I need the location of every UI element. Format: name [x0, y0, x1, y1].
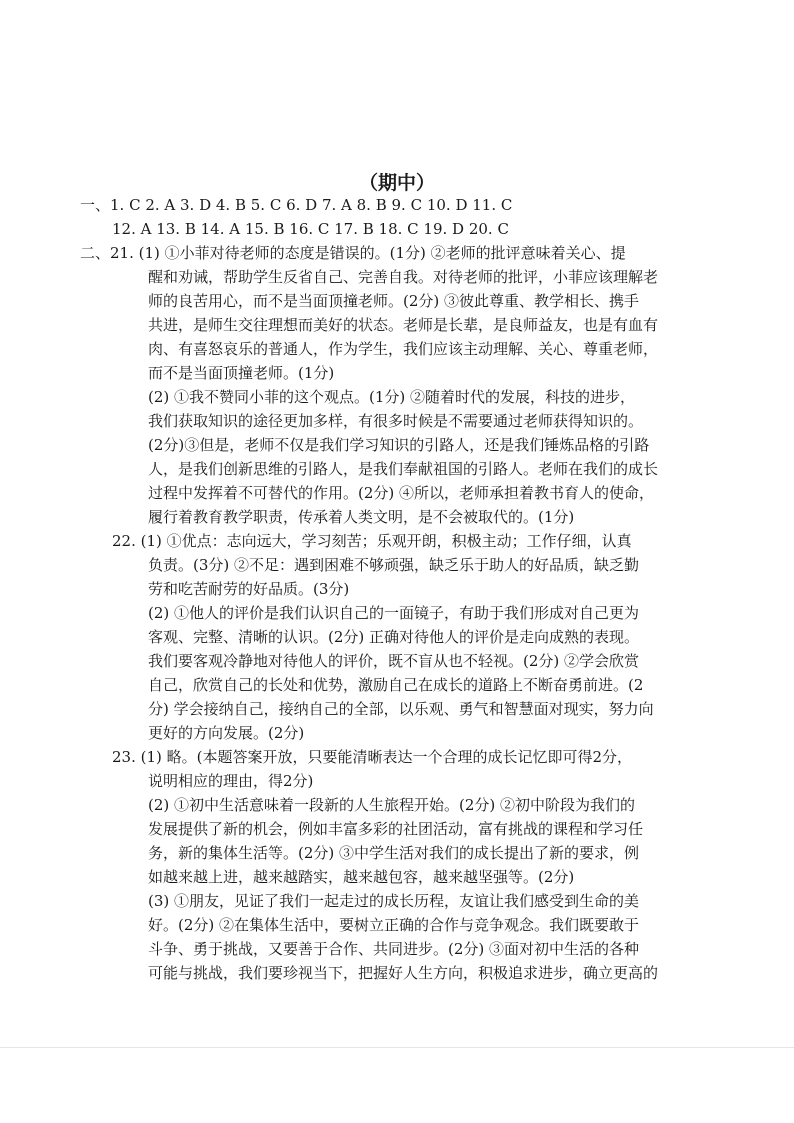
answer-line: 履行着教育教学职责，传承着人类文明，是不会被取代的。(1分)	[148, 508, 575, 526]
answer-line: 客观、完整、清晰的认识。(2分) 正确对待他人的评价是走向成熟的表现。	[148, 628, 640, 646]
answer-line: 劳和吃苦耐劳的好品质。(3分)	[148, 580, 350, 598]
page-title: （期中）	[358, 172, 435, 194]
answer-line: 二、21. (1) ①小菲对待老师的态度是错误的。(1分) ②老师的批评意味着关心、提	[80, 244, 626, 262]
answer-line: 22. (1) ①优点：志向远大，学习刻苦；乐观开朗，积极主动；工作仔细，认真	[112, 532, 632, 550]
answer-line: 而不是当面顶撞老师。(1分)	[148, 364, 335, 382]
answer-line: (2) ①他人的评价是我们认识自己的一面镜子，有助于我们形成对自己更为	[148, 604, 640, 622]
answer-line: 师的良苦用心，而不是当面顶撞老师。(2分) ③彼此尊重、教学相长、携手	[148, 292, 640, 310]
answer-line: 我们获取知识的途径更加多样，有很多时候是不需要通过老师获得知识的。	[148, 412, 644, 430]
answer-line: 务，新的集体生活等。(2分) ③中学生活对我们的成长提出了新的要求，例	[148, 844, 640, 862]
answer-line: 一、1. C 2. A 3. D 4. B 5. C 6. D 7. A 8. B 9. C 10. D 11. C	[80, 196, 513, 214]
answer-line: 人，是我们创新思维的引路人，是我们奉献祖国的引路人。老师在我们的成长	[148, 460, 659, 478]
answer-line: (2) ①初中生活意味着一段新的人生旅程开始。(2分) ②初中阶段为我们的	[148, 796, 636, 814]
answer-line: 12. A 13. B 14. A 15. B 16. C 17. B 18. C 19. D 20. C	[112, 220, 509, 238]
page-divider	[0, 1047, 794, 1048]
answer-line: 好。(2分) ②在集体生活中，要树立正确的合作与竞争观念。我们既要敢于	[148, 916, 640, 934]
answer-line: 肉、有喜怒哀乐的普通人，作为学生，我们应该主动理解、关心、尊重老师，	[148, 340, 659, 358]
answer-line: 更好的方向发展。(2分)	[148, 724, 305, 742]
answer-line: 负责。(3分) ②不足：遇到困难不够顽强，缺乏乐于助人的好品质，缺乏勤	[148, 556, 640, 574]
answer-line: 分) 学会接纳自己，接纳自己的全部，以乐观、勇气和智慧面对现实，努力向	[148, 700, 654, 718]
answer-line: 醒和劝诫，帮助学生反省自己、完善自我。对待老师的批评，小菲应该理解老	[148, 268, 659, 286]
answer-line: (2) ①我不赞同小菲的这个观点。(1分) ②随着时代的发展，科技的进步，	[148, 388, 636, 406]
answer-line: 发展提供了新的机会，例如丰富多彩的社团活动，富有挑战的课程和学习任	[148, 820, 644, 838]
answer-line: 如越来越上进，越来越踏实，越来越包容，越来越坚强等。(2分)	[148, 868, 575, 886]
answer-line: (3) ①朋友，见证了我们一起走过的成长历程，友谊让我们感受到生命的美	[148, 892, 640, 910]
answer-line: 23. (1) 略。(本题答案开放，只要能清晰表达一个合理的成长记忆即可得2分，	[112, 748, 633, 766]
answer-line: 过程中发挥着不可替代的作用。(2分) ④所以，老师承担着教书育人的使命，	[148, 484, 655, 502]
answer-line: 自己，欣赏自己的长处和优势，激励自己在成长的道路上不断奋勇前进。(2	[148, 676, 644, 694]
answer-line: (2分)③但是，老师不仅是我们学习知识的引路人，还是我们锤炼品格的引路	[148, 436, 650, 454]
answer-line: 斗争、勇于挑战，又要善于合作、共同进步。(2分) ③面对初中生活的各种	[148, 940, 640, 958]
answer-line: 可能与挑战，我们要珍视当下，把握好人生方向，积极追求进步，确立更高的	[148, 964, 659, 982]
answer-line: 共进，是师生交往理想而美好的状态。老师是长辈，是良师益友，也是有血有	[148, 316, 659, 334]
answer-line: 我们要客观冷静地对待他人的评价，既不盲从也不轻视。(2分) ②学会欣赏	[148, 652, 640, 670]
answer-line: 说明相应的理由，得2分)	[148, 772, 314, 790]
